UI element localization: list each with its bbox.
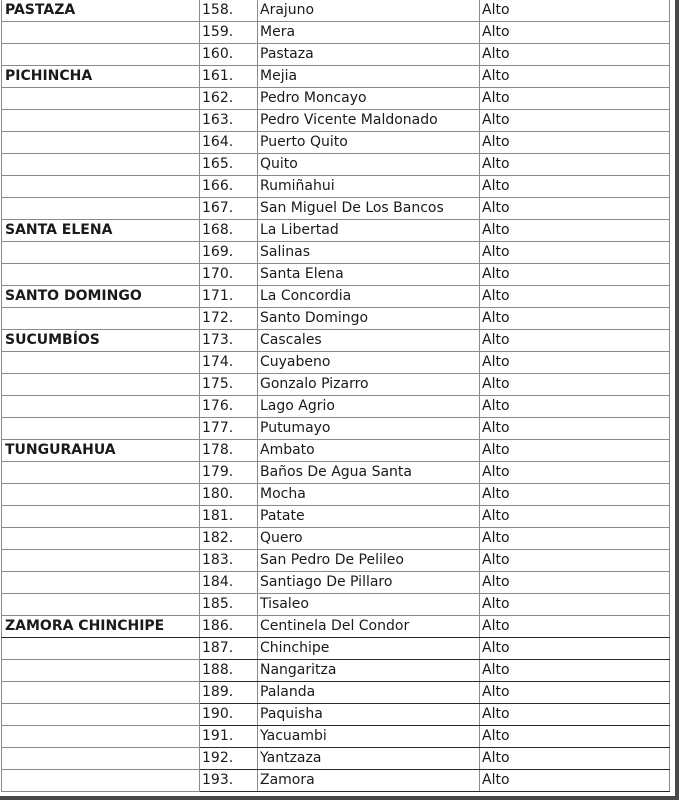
table-row	[2, 176, 670, 198]
level-cell: Alto	[480, 418, 670, 440]
level-cell: Alto	[480, 660, 670, 682]
canton-name-cell: San Miguel De Los Bancos	[258, 198, 480, 220]
canton-name-cell: Tisaleo	[258, 594, 480, 616]
province-cell	[2, 396, 200, 418]
table-row	[2, 220, 670, 242]
number-cell: 165.	[200, 154, 258, 176]
table-row	[2, 22, 670, 44]
table-row	[2, 594, 670, 616]
level-cell: Alto	[480, 682, 670, 704]
number-cell: 191.	[200, 726, 258, 748]
number-cell: 172.	[200, 308, 258, 330]
level-cell: Alto	[480, 748, 670, 770]
canton-name-cell: Palanda	[258, 682, 480, 704]
canton-name-cell: Lago Agrio	[258, 396, 480, 418]
level-cell: Alto	[480, 220, 670, 242]
number-cell: 163.	[200, 110, 258, 132]
table-row	[2, 638, 670, 660]
number-cell: 176.	[200, 396, 258, 418]
table-row	[2, 308, 670, 330]
level-cell: Alto	[480, 286, 670, 308]
province-cell: PASTAZA	[2, 0, 200, 22]
level-cell: Alto	[480, 176, 670, 198]
province-cell	[2, 572, 200, 594]
table-row	[2, 506, 670, 528]
level-cell: Alto	[480, 462, 670, 484]
canton-name-cell: Mera	[258, 22, 480, 44]
number-cell: 180.	[200, 484, 258, 506]
province-cell: TUNGURAHUA	[2, 440, 200, 462]
province-cell	[2, 110, 200, 132]
canton-name-cell: Zamora	[258, 770, 480, 792]
number-cell: 186.	[200, 616, 258, 638]
table-row	[2, 704, 670, 726]
province-cell	[2, 462, 200, 484]
table-row	[2, 132, 670, 154]
table-row	[2, 198, 670, 220]
number-cell: 179.	[200, 462, 258, 484]
table-row	[2, 0, 670, 22]
province-cell	[2, 308, 200, 330]
number-cell: 158.	[200, 0, 258, 22]
canton-name-cell: Patate	[258, 506, 480, 528]
number-cell: 170.	[200, 264, 258, 286]
level-cell: Alto	[480, 110, 670, 132]
number-cell: 175.	[200, 374, 258, 396]
table-row	[2, 264, 670, 286]
number-cell: 183.	[200, 550, 258, 572]
number-cell: 166.	[200, 176, 258, 198]
level-cell: Alto	[480, 198, 670, 220]
level-cell: Alto	[480, 66, 670, 88]
canton-name-cell: La Concordia	[258, 286, 480, 308]
table-row	[2, 440, 670, 462]
table-row	[2, 66, 670, 88]
level-cell: Alto	[480, 528, 670, 550]
table-row	[2, 286, 670, 308]
table-row	[2, 154, 670, 176]
table-row	[2, 242, 670, 264]
number-cell: 181.	[200, 506, 258, 528]
province-cell: ZAMORA CHINCHIPE	[2, 616, 200, 638]
table-row	[2, 770, 670, 792]
level-cell: Alto	[480, 88, 670, 110]
level-cell: Alto	[480, 550, 670, 572]
province-cell	[2, 682, 200, 704]
canton-name-cell: Salinas	[258, 242, 480, 264]
number-cell: 168.	[200, 220, 258, 242]
canton-name-cell: Arajuno	[258, 0, 480, 22]
province-cell	[2, 594, 200, 616]
level-cell: Alto	[480, 242, 670, 264]
canton-name-cell: Cascales	[258, 330, 480, 352]
province-cell	[2, 44, 200, 66]
canton-name-cell: Ambato	[258, 440, 480, 462]
number-cell: 162.	[200, 88, 258, 110]
canton-name-cell: Rumiñahui	[258, 176, 480, 198]
province-cell	[2, 506, 200, 528]
level-cell: Alto	[480, 770, 670, 792]
canton-name-cell: Baños De Agua Santa	[258, 462, 480, 484]
canton-name-cell: Puerto Quito	[258, 132, 480, 154]
canton-name-cell: Quito	[258, 154, 480, 176]
canton-name-cell: Santa Elena	[258, 264, 480, 286]
canton-name-cell: Mejia	[258, 66, 480, 88]
table-row	[2, 528, 670, 550]
level-cell: Alto	[480, 440, 670, 462]
province-cell	[2, 770, 200, 792]
canton-name-cell: Santiago De Pillaro	[258, 572, 480, 594]
table-row	[2, 110, 670, 132]
canton-name-cell: Paquisha	[258, 704, 480, 726]
level-cell: Alto	[480, 396, 670, 418]
number-cell: 159.	[200, 22, 258, 44]
number-cell: 178.	[200, 440, 258, 462]
table-row	[2, 352, 670, 374]
province-cell	[2, 176, 200, 198]
number-cell: 189.	[200, 682, 258, 704]
level-cell: Alto	[480, 374, 670, 396]
table-row	[2, 726, 670, 748]
level-cell: Alto	[480, 572, 670, 594]
table-row	[2, 374, 670, 396]
level-cell: Alto	[480, 330, 670, 352]
province-cell	[2, 198, 200, 220]
level-cell: Alto	[480, 638, 670, 660]
canton-name-cell: Putumayo	[258, 418, 480, 440]
canton-name-cell: Mocha	[258, 484, 480, 506]
level-cell: Alto	[480, 594, 670, 616]
canton-name-cell: Gonzalo Pizarro	[258, 374, 480, 396]
number-cell: 185.	[200, 594, 258, 616]
level-cell: Alto	[480, 132, 670, 154]
province-cell	[2, 528, 200, 550]
level-cell: Alto	[480, 704, 670, 726]
number-cell: 187.	[200, 638, 258, 660]
number-cell: 184.	[200, 572, 258, 594]
number-cell: 190.	[200, 704, 258, 726]
province-cell	[2, 550, 200, 572]
number-cell: 164.	[200, 132, 258, 154]
table-row	[2, 44, 670, 66]
canton-name-cell: Centinela Del Condor	[258, 616, 480, 638]
canton-name-cell: Pastaza	[258, 44, 480, 66]
canton-name-cell: Pedro Vicente Maldonado	[258, 110, 480, 132]
province-cell	[2, 352, 200, 374]
canton-name-cell: San Pedro De Pelileo	[258, 550, 480, 572]
table-row	[2, 682, 670, 704]
number-cell: 169.	[200, 242, 258, 264]
province-cell	[2, 154, 200, 176]
canton-name-cell: Chinchipe	[258, 638, 480, 660]
table-row	[2, 88, 670, 110]
table-body	[2, 0, 670, 792]
number-cell: 177.	[200, 418, 258, 440]
number-cell: 160.	[200, 44, 258, 66]
level-cell: Alto	[480, 506, 670, 528]
number-cell: 192.	[200, 748, 258, 770]
canton-name-cell: Cuyabeno	[258, 352, 480, 374]
table-row	[2, 748, 670, 770]
province-cell	[2, 704, 200, 726]
number-cell: 171.	[200, 286, 258, 308]
canton-name-cell: Yacuambi	[258, 726, 480, 748]
level-cell: Alto	[480, 44, 670, 66]
number-cell: 193.	[200, 770, 258, 792]
province-cell	[2, 374, 200, 396]
province-cell: SUCUMBÍOS	[2, 330, 200, 352]
level-cell: Alto	[480, 352, 670, 374]
province-cell	[2, 242, 200, 264]
province-cell: PICHINCHA	[2, 66, 200, 88]
province-cell	[2, 132, 200, 154]
number-cell: 188.	[200, 660, 258, 682]
level-cell: Alto	[480, 308, 670, 330]
province-cell	[2, 638, 200, 660]
table-row	[2, 418, 670, 440]
level-cell: Alto	[480, 264, 670, 286]
number-cell: 174.	[200, 352, 258, 374]
table-row	[2, 484, 670, 506]
level-cell: Alto	[480, 0, 670, 22]
table-row	[2, 330, 670, 352]
province-cell: SANTA ELENA	[2, 220, 200, 242]
number-cell: 182.	[200, 528, 258, 550]
province-cell	[2, 484, 200, 506]
number-cell: 173.	[200, 330, 258, 352]
number-cell: 167.	[200, 198, 258, 220]
province-cell	[2, 726, 200, 748]
province-cell	[2, 264, 200, 286]
province-cell	[2, 418, 200, 440]
level-cell: Alto	[480, 484, 670, 506]
level-cell: Alto	[480, 22, 670, 44]
canton-name-cell: Nangaritza	[258, 660, 480, 682]
province-cell	[2, 660, 200, 682]
level-cell: Alto	[480, 726, 670, 748]
canton-name-cell: La Libertad	[258, 220, 480, 242]
province-cell	[2, 88, 200, 110]
canton-name-cell: Santo Domingo	[258, 308, 480, 330]
canton-name-cell: Yantzaza	[258, 748, 480, 770]
province-cell	[2, 22, 200, 44]
table-row	[2, 572, 670, 594]
level-cell: Alto	[480, 154, 670, 176]
table-row	[2, 462, 670, 484]
table-row	[2, 616, 670, 638]
table-row	[2, 550, 670, 572]
canton-name-cell: Pedro Moncayo	[258, 88, 480, 110]
level-cell: Alto	[480, 616, 670, 638]
canton-table	[1, 0, 670, 792]
table-row	[2, 396, 670, 418]
province-cell: SANTO DOMINGO	[2, 286, 200, 308]
canton-name-cell: Quero	[258, 528, 480, 550]
table-row	[2, 660, 670, 682]
province-cell	[2, 748, 200, 770]
number-cell: 161.	[200, 66, 258, 88]
